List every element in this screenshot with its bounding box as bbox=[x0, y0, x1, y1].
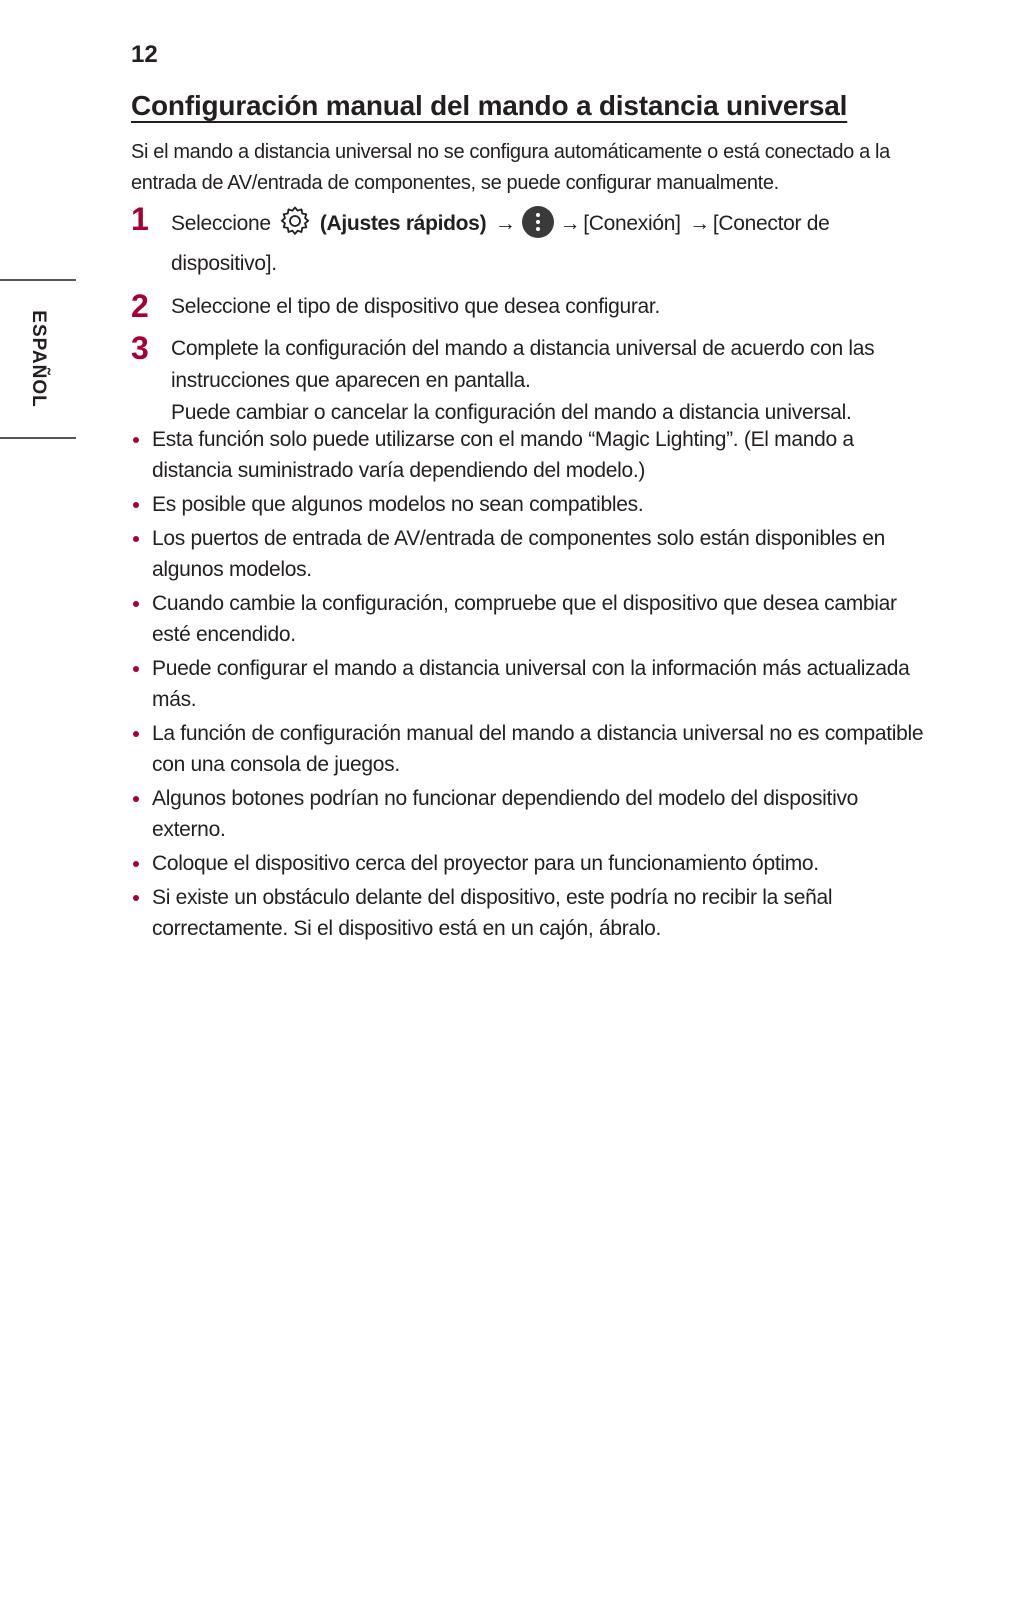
step-1 bbox=[131, 201, 931, 291]
step-3 bbox=[131, 330, 931, 433]
device-connector-label: [Conector de dispositivo]. bbox=[171, 212, 830, 275]
page-number: 12 bbox=[131, 41, 158, 68]
section-title: Configuración manual del mando a distancia universal bbox=[131, 90, 848, 121]
step-number: 1 bbox=[131, 201, 149, 237]
step-2 bbox=[131, 288, 931, 333]
steps-list bbox=[131, 201, 931, 433]
language-label: ESPAÑOL bbox=[28, 310, 49, 408]
intro-paragraph: Si el mando a distancia universal no se configura automáticamente o está conectado a la entrada de AV/entrada de componentes, se puede configurar manualmente. bbox=[131, 141, 890, 194]
note-item: Algunos botones podrían no funcionar dependiendo del modelo del dispositivo externo. bbox=[131, 783, 931, 845]
step-number: 3 bbox=[131, 330, 149, 366]
side-tab-bottom-rule bbox=[0, 437, 76, 439]
note-item: Cuando cambie la configuración, compruebe que el dispositivo que desea cambiar esté encendido. bbox=[131, 588, 931, 650]
note-item: Coloque el dispositivo cerca del proyector para un funcionamiento óptimo. bbox=[131, 848, 931, 879]
gear-icon bbox=[278, 204, 312, 248]
quick-settings-label: (Ajustes rápidos) bbox=[319, 212, 487, 235]
connection-label: [Conexión] bbox=[583, 212, 681, 235]
step-3-extra: Puede cambiar o cancelar la configuración del mando a distancia universal. bbox=[171, 401, 852, 424]
step-1-text-before: Seleccione bbox=[171, 212, 271, 235]
arrow-icon: → bbox=[689, 212, 710, 235]
note-item: Es posible que algunos modelos no sean compatibles. bbox=[131, 489, 931, 520]
step-number: 2 bbox=[131, 288, 149, 324]
note-item: Los puertos de entrada de AV/entrada de componentes solo están disponibles en algunos modelos. bbox=[131, 523, 931, 585]
note-item: Esta función solo puede utilizarse con el mando “Magic Lighting”. (El mando a distancia suministrado varía dependiendo del modelo.) bbox=[131, 424, 931, 486]
notes-list bbox=[131, 424, 931, 947]
arrow-icon: → bbox=[559, 212, 581, 235]
step-3-text: Complete la configuración del mando a distancia universal de acuerdo con las instrucciones que aparecen en pantalla. bbox=[171, 337, 875, 392]
arrow-icon: → bbox=[494, 212, 516, 235]
note-item: La función de configuración manual del mando a distancia universal no es compatible con una consola de juegos. bbox=[131, 718, 931, 780]
step-2-text: Seleccione el tipo de dispositivo que desea configurar. bbox=[171, 295, 660, 318]
language-side-tab bbox=[0, 279, 76, 439]
note-item: Si existe un obstáculo delante del dispositivo, este podría no recibir la señal correctamente. Si el dispositivo está en un cajón, ábralo. bbox=[131, 882, 931, 944]
note-item: Puede configurar el mando a distancia universal con la información más actualizada más. bbox=[131, 653, 931, 715]
side-tab-top-rule bbox=[0, 279, 76, 281]
more-options-icon bbox=[522, 206, 554, 238]
